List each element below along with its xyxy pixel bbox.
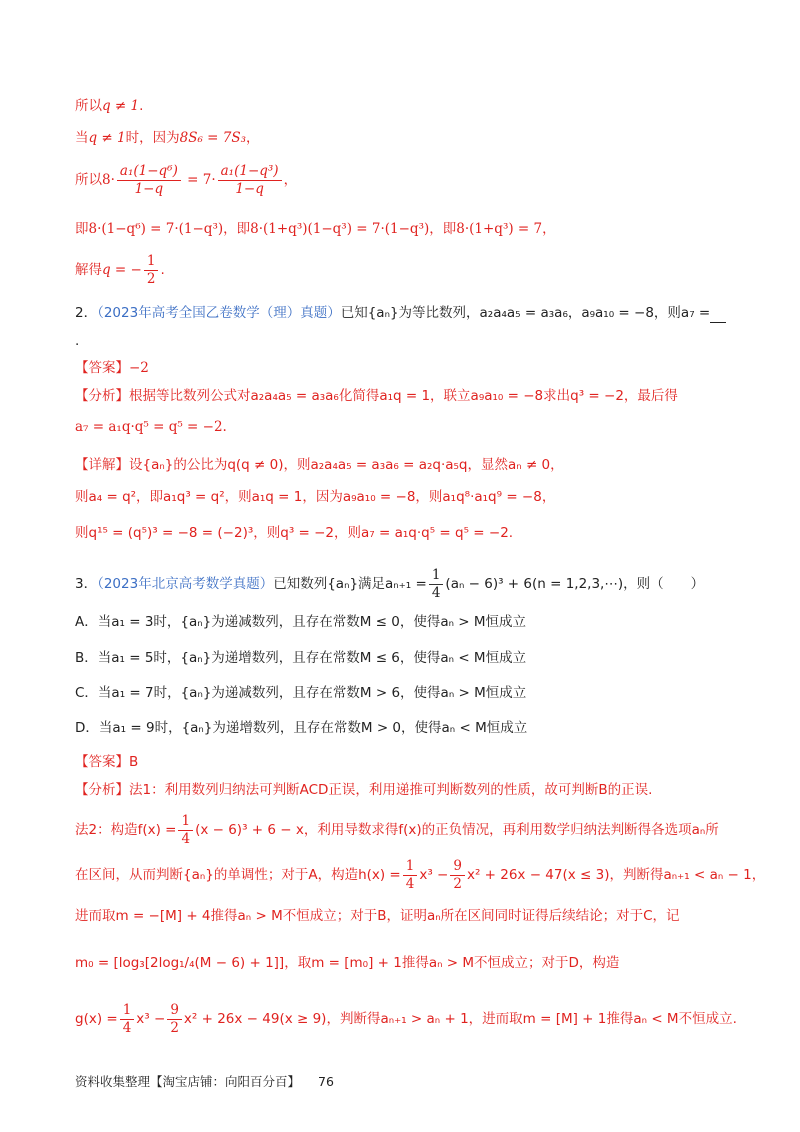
q3-analysis-1 bbox=[75, 780, 652, 800]
question-number: 3． bbox=[75, 576, 98, 592]
analysis-text: 法2：构造f(x) = bbox=[75, 822, 177, 838]
q3-option-b: B．当a₁ = 5时，{aₙ}为递增数列，且存在常数M ≤ 6，使得aₙ < M恒成立 bbox=[75, 650, 527, 666]
fraction: $\frac{9}{2}$ bbox=[450, 858, 465, 893]
analysis-text: (x − 6)³ + 6 − x，利用导数求得f(x)的正负情况，再利用数学归纳法判断得各选项aₙ所 bbox=[195, 822, 719, 838]
q3-analysis-3 bbox=[75, 857, 765, 893]
detail-text: 设{aₙ}的公比为q(q ≠ 0)，则a₂a₄a₅ = a₃a₆ = a₂q·a₅q，显然aₙ ≠ 0， bbox=[129, 457, 564, 473]
q2-detail-2: 则a₄ = q²，即a₁q³ = q²，则a₁q = 1，因为a₉a₁₀ = −8，则a₁q⁸·a₁q⁹ = −8， bbox=[75, 489, 556, 505]
analysis-text: x³ − bbox=[419, 867, 449, 883]
q3-analysis-2 bbox=[75, 812, 719, 848]
prev-line-5: 解得q = − $\frac{1}{2}$ . bbox=[75, 252, 165, 287]
fraction: $\frac{1}{2}$ bbox=[144, 253, 159, 288]
analysis-text: x² + 26x − 47(x ≤ 3)，判断得aₙ₊₁ < aₙ − 1， bbox=[466, 867, 766, 883]
math: q ≠ 1 bbox=[102, 98, 140, 114]
question-text: (aₙ − 6)³ + 6(n = 1,2,3,⋯)，则（ ） bbox=[445, 576, 705, 592]
fraction: $\frac{\text{a₁(1−q⁶)}}{1-q}$ bbox=[117, 163, 181, 198]
prev-line-4: 即8·(1−q⁶) = 7·(1−q³)，即8·(1+q³)(1−q³) = 7·(1−q³)，即8·(1+q³) = 7， bbox=[75, 221, 556, 237]
answer-value: B bbox=[129, 754, 139, 770]
fraction: $\frac{1}{4}$ bbox=[403, 858, 418, 893]
detail-tag: 【详解】 bbox=[75, 457, 129, 473]
q2-stem bbox=[75, 303, 726, 323]
q3-option-d: D．当a₁ = 9时，{aₙ}为递增数列，且存在常数M > 0，使得aₙ < M恒成立 bbox=[75, 720, 528, 736]
question-text: 已知数列{aₙ}满足aₙ₊₁ = bbox=[273, 576, 427, 592]
text: 解得 bbox=[75, 262, 102, 278]
fraction: $\frac{\text{a₁(1−q³)}}{1-q}$ bbox=[218, 163, 282, 198]
q3-analysis-4: 进而取m = −[M] + 4推得aₙ > M不恒成立；对于B，证明aₙ所在区间同时证得后续结论；对于C，记 bbox=[75, 908, 680, 924]
q3-option-c: C．当a₁ = 7时，{aₙ}为递减数列，且存在常数M > 6，使得aₙ > M恒成立 bbox=[75, 685, 527, 701]
page-footer bbox=[75, 1072, 334, 1090]
analysis-tag: 【分析】 bbox=[75, 782, 129, 798]
fraction: $\frac{1}{4}$ bbox=[429, 567, 444, 602]
analysis-text: 法1：利用数列归纳法可判断ACD正误，利用递推可判断数列的性质，故可判断B的正误. bbox=[129, 782, 653, 798]
analysis-tag: 【分析】 bbox=[75, 388, 129, 404]
q2-analysis-2: a₇ = a₁q·q⁵ = q⁵ = −2. bbox=[75, 419, 227, 435]
text: 当 bbox=[75, 130, 89, 146]
question-text: 已知{aₙ}为等比数列，a₂a₄a₅ = a₃a₆，a₉a₁₀ = −8，则a₇ = bbox=[340, 305, 711, 321]
answer-value: −2 bbox=[129, 360, 149, 376]
q2-period: . bbox=[75, 333, 80, 349]
question-number: 2． bbox=[75, 305, 98, 321]
analysis-text: 在区间，从而判断{aₙ}的单调性；对于A，构造h(x) = bbox=[75, 867, 401, 883]
text: 时，因为 bbox=[125, 130, 180, 146]
question-source: （2023年高考全国乙卷数学（理）真题） bbox=[97, 305, 341, 321]
math: q ≠ 1 bbox=[88, 130, 126, 146]
q3-analysis-6 bbox=[75, 1001, 737, 1037]
q3-option-a: A．当a₁ = 3时，{aₙ}为递减数列，且存在常数M ≤ 0，使得aₙ > M恒成立 bbox=[75, 614, 527, 630]
analysis-text: g(x) = bbox=[75, 1011, 118, 1027]
math: q = − bbox=[102, 262, 142, 278]
analysis-text: 根据等比数列公式对a₂a₄a₅ = a₃a₆化简得a₁q = 1，联立a₉a₁₀ = −8求出q³ = −2，最后得 bbox=[129, 388, 678, 404]
fraction: $\frac{9}{2}$ bbox=[167, 1002, 182, 1037]
fraction: $\frac{1}{4}$ bbox=[120, 1002, 135, 1037]
prev-line-2: 当q ≠ 1时，因为8S₆ = 7S₃， bbox=[75, 130, 260, 146]
q2-analysis-1 bbox=[75, 386, 678, 406]
text: 所以 bbox=[75, 98, 102, 114]
q3-analysis-5: m₀ = [log₃[2log₁/₄(M − 6) + 1]]，取m = [m₀] + 1推得aₙ > M不恒成立；对于D，构造 bbox=[75, 955, 620, 971]
analysis-text: x² + 26x − 49(x ≥ 9)，判断得aₙ₊₁ > aₙ + 1，进而取m = [M] + 1推得aₙ < M不恒成立. bbox=[183, 1011, 737, 1027]
footer-text: 资料收集整理【淘宝店铺：向阳百分百】 bbox=[75, 1074, 301, 1089]
q3-stem bbox=[75, 566, 704, 602]
analysis-text: x³ − bbox=[136, 1011, 166, 1027]
math: 8S₆ = 7S₃ bbox=[179, 130, 247, 146]
q2-answer bbox=[75, 358, 149, 378]
page-number: 76 bbox=[318, 1074, 334, 1089]
prev-line-3: 所以8· $\frac{\text{a₁(1−q⁶)}}{1-q}$ = 7· $\frac{\text{a₁(1−q³)}}{1-q}$ ， bbox=[75, 162, 298, 197]
fraction: $\frac{1}{4}$ bbox=[178, 813, 193, 848]
text: 所以 bbox=[75, 172, 102, 188]
q2-detail-1 bbox=[75, 455, 564, 475]
answer-tag: 【答案】 bbox=[75, 360, 129, 376]
q2-detail-3: 则q¹⁵ = (q⁵)³ = −8 = (−2)³，则q³ = −2，则a₇ = a₁q·q⁵ = q⁵ = −2. bbox=[75, 525, 514, 541]
question-source: （2023年北京高考数学真题） bbox=[97, 576, 274, 592]
q3-answer bbox=[75, 752, 138, 772]
prev-line-1: 所以q ≠ 1. bbox=[75, 98, 144, 114]
answer-tag: 【答案】 bbox=[75, 754, 129, 770]
answer-blank bbox=[710, 308, 726, 323]
